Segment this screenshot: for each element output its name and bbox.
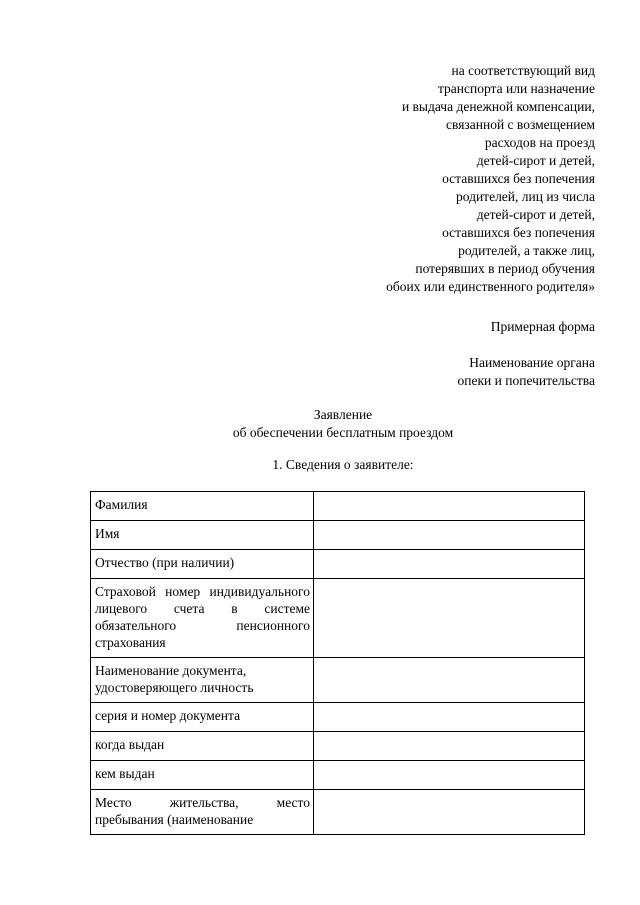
reference-line: обоих или единственного родителя» <box>386 279 595 294</box>
reference-line: родителей, а также лиц, <box>458 243 595 258</box>
reference-line: транспорта или назначение <box>437 81 595 96</box>
row-value-cell[interactable] <box>314 732 585 761</box>
table-row <box>91 521 585 550</box>
authority-line: Наименование органа <box>469 355 595 370</box>
reference-line: детей-сирот и детей, <box>476 153 595 168</box>
row-value-cell[interactable] <box>314 703 585 732</box>
row-value-cell[interactable] <box>314 550 585 579</box>
table-row <box>91 761 585 790</box>
document-title <box>0 406 640 442</box>
reference-line: детей-сирот и детей, <box>476 207 595 222</box>
row-value-cell[interactable] <box>314 492 585 521</box>
row-label: Фамилия <box>91 492 314 521</box>
row-label: Отчество (при наличии) <box>91 550 314 579</box>
row-label: когда выдан <box>91 732 314 761</box>
reference-line: потерявших в период обучения <box>415 261 595 276</box>
applicant-info-table <box>90 491 585 835</box>
row-value-cell[interactable] <box>314 761 585 790</box>
table-row <box>91 703 585 732</box>
regulation-reference-block <box>386 62 595 296</box>
row-value-cell[interactable] <box>314 579 585 658</box>
table-row <box>91 492 585 521</box>
table-row <box>91 790 585 835</box>
table-row <box>91 550 585 579</box>
row-label: серия и номер документа <box>91 703 314 732</box>
table-row <box>91 579 585 658</box>
reference-line: расходов на проезд <box>484 135 595 150</box>
reference-line: и выдача денежной компенсации, <box>401 99 595 114</box>
row-label: кем выдан <box>91 761 314 790</box>
authority-line: опеки и попечительства <box>457 373 595 388</box>
row-value-cell[interactable] <box>314 790 585 835</box>
reference-line: на соответствующий вид <box>451 63 595 78</box>
row-label: Наименование документа, удостоверяющего личность <box>91 658 314 703</box>
document-subtitle-line: об обеспечении бесплатным проездом <box>232 425 454 440</box>
reference-line: оставшихся без попечения <box>442 225 595 240</box>
document-title-line: Заявление <box>313 407 373 422</box>
reference-line: родителей, лиц из числа <box>455 189 595 204</box>
row-label: Место жительства, место пребывания (наименование <box>91 790 314 835</box>
authority-block <box>458 354 595 390</box>
row-label: Страховой номер индивидуального лицевого счета в системе обязательного пенсионного страхования <box>91 579 314 658</box>
form-kind-label: Примерная форма <box>490 319 595 334</box>
row-label: Имя <box>91 521 314 550</box>
table-row <box>91 658 585 703</box>
reference-line: оставшихся без попечения <box>442 171 595 186</box>
row-value-cell[interactable] <box>314 521 585 550</box>
section-heading: 1. Сведения о заявителе: <box>272 457 414 472</box>
table-row <box>91 732 585 761</box>
row-value-cell[interactable] <box>314 658 585 703</box>
reference-line: связанной с возмещением <box>446 117 595 132</box>
